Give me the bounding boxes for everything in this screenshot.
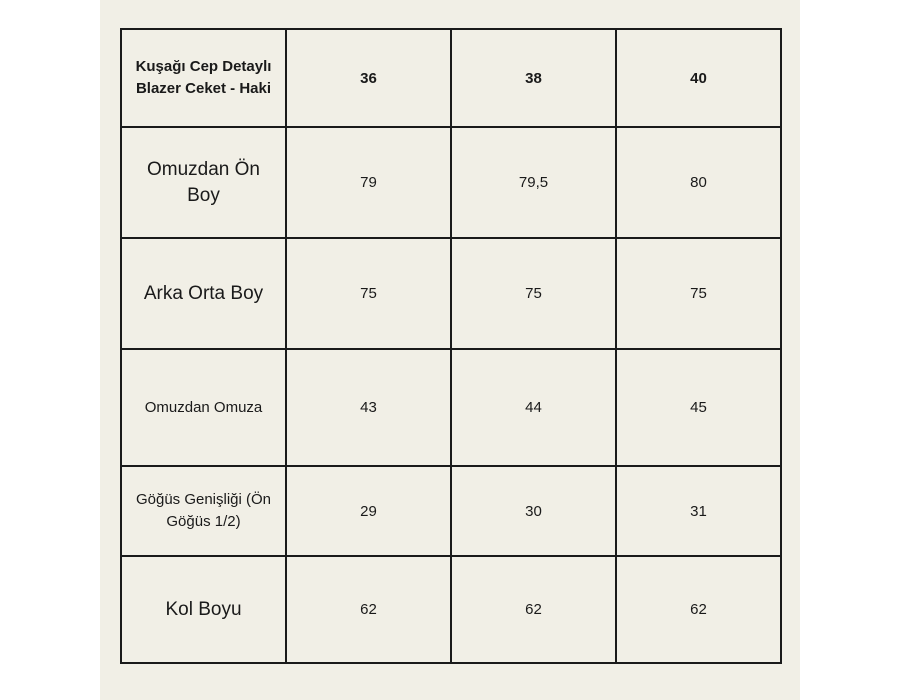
table-cell: 31 xyxy=(616,466,781,556)
table-cell: 80 xyxy=(616,127,781,238)
table-cell: 62 xyxy=(616,556,781,663)
table-row xyxy=(121,238,781,349)
table-row xyxy=(121,127,781,238)
table-row xyxy=(121,349,781,466)
row-label: Arka Orta Boy xyxy=(121,238,286,349)
size-header-40: 40 xyxy=(616,29,781,127)
size-chart-table xyxy=(120,28,782,664)
table-cell: 43 xyxy=(286,349,451,466)
size-header-36: 36 xyxy=(286,29,451,127)
row-label: Göğüs Genişliği (Ön Göğüs 1/2) xyxy=(121,466,286,556)
table-cell: 79 xyxy=(286,127,451,238)
table-cell: 44 xyxy=(451,349,616,466)
product-title-cell: Kuşağı Cep Detaylı Blazer Ceket - Haki xyxy=(121,29,286,127)
table-cell: 79,5 xyxy=(451,127,616,238)
table-cell: 62 xyxy=(451,556,616,663)
row-label: Kol Boyu xyxy=(121,556,286,663)
row-label: Omuzdan Omuza xyxy=(121,349,286,466)
table-row xyxy=(121,556,781,663)
table-cell: 75 xyxy=(451,238,616,349)
table-row xyxy=(121,466,781,556)
table-cell: 75 xyxy=(616,238,781,349)
table-cell: 30 xyxy=(451,466,616,556)
size-header-38: 38 xyxy=(451,29,616,127)
table-cell: 45 xyxy=(616,349,781,466)
table-cell: 75 xyxy=(286,238,451,349)
row-label: Omuzdan Ön Boy xyxy=(121,127,286,238)
table-cell: 29 xyxy=(286,466,451,556)
table-header-row xyxy=(121,29,781,127)
table-cell: 62 xyxy=(286,556,451,663)
